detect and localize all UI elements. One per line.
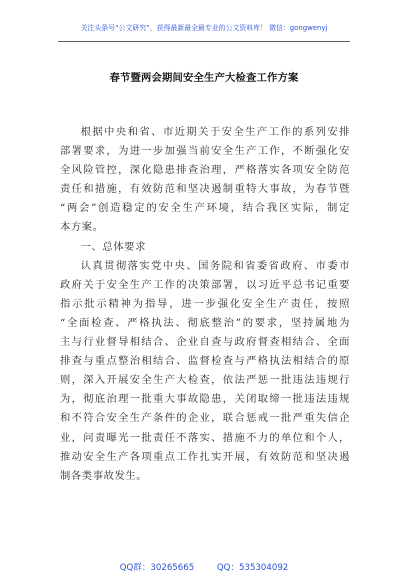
document-body: [60, 123, 350, 486]
header-divider: [58, 41, 350, 42]
paragraph-line: “全面检查、严格执法、彻底整治”的要求，坚持属地为: [60, 316, 350, 329]
header-promo-text: 关注头条号“公文研究”，获得最新最全最专业的公文资料库！ 微信：gongwenyj: [80, 24, 328, 32]
paragraph-line: “两会”创造稳定的安全生产环境，结合我区实际，制定: [60, 202, 350, 215]
paragraph-line: 推动安全生产各项重点工作扎实开展，有效防范和坚决遏: [60, 450, 350, 463]
footer-contact: [0, 561, 408, 573]
paragraph-line: 则，深入开展安全生产大检查，依法严惩一批违法违规行: [60, 374, 350, 387]
paragraph-line: 为，彻底治理一批重大事故隐患，关闭取缔一批违法违规: [60, 393, 350, 406]
paragraph-line: 认真贯彻落实党中央、国务院和省委省政府、市委市: [80, 259, 350, 272]
paragraph-line: 制各类事故发生。: [60, 469, 148, 482]
paragraph-line: 主与行业督导相结合、企业自查与政府督查相结合、全面: [60, 336, 350, 349]
paragraph-line: 排查与重点整治相结合、监督检查与严格执法相结合的原: [60, 355, 350, 368]
paragraph-line: 责任和措施，有效防范和坚决遏制重特大事故，为春节暨: [60, 183, 350, 196]
footer-qq: QQ：535304092: [216, 563, 289, 573]
paragraph-line: 本方案。: [60, 221, 104, 234]
paragraph-line: 全风险管控，深化隐患排查治理，严格落实各项安全防范: [60, 164, 350, 177]
paragraph-line: 一、总体要求: [80, 240, 146, 253]
paragraph-line: 政府关于安全生产工作的决策部署，以习近平总书记重要: [60, 278, 350, 291]
document-title: 春节暨两会期间安全生产大检查工作方案: [109, 72, 299, 84]
paragraph-line: 根据中央和省、市近期关于安全生产工作的系列安排: [80, 126, 350, 138]
paragraph-line: 业，问责曝光一批责任不落实、措施不力的单位和个人，: [60, 431, 350, 444]
paragraph-line: 和不符合安全生产条件的企业，联合惩戒一批严重失信企: [60, 412, 350, 425]
footer-qq-group: QQ群：30265665: [119, 563, 195, 573]
paragraph-line: 指示批示精神为指导，进一步强化安全生产责任，按照: [60, 297, 350, 310]
paragraph-line: 部署要求，为进一步加强当前安全生产工作，不断强化安: [60, 145, 350, 158]
